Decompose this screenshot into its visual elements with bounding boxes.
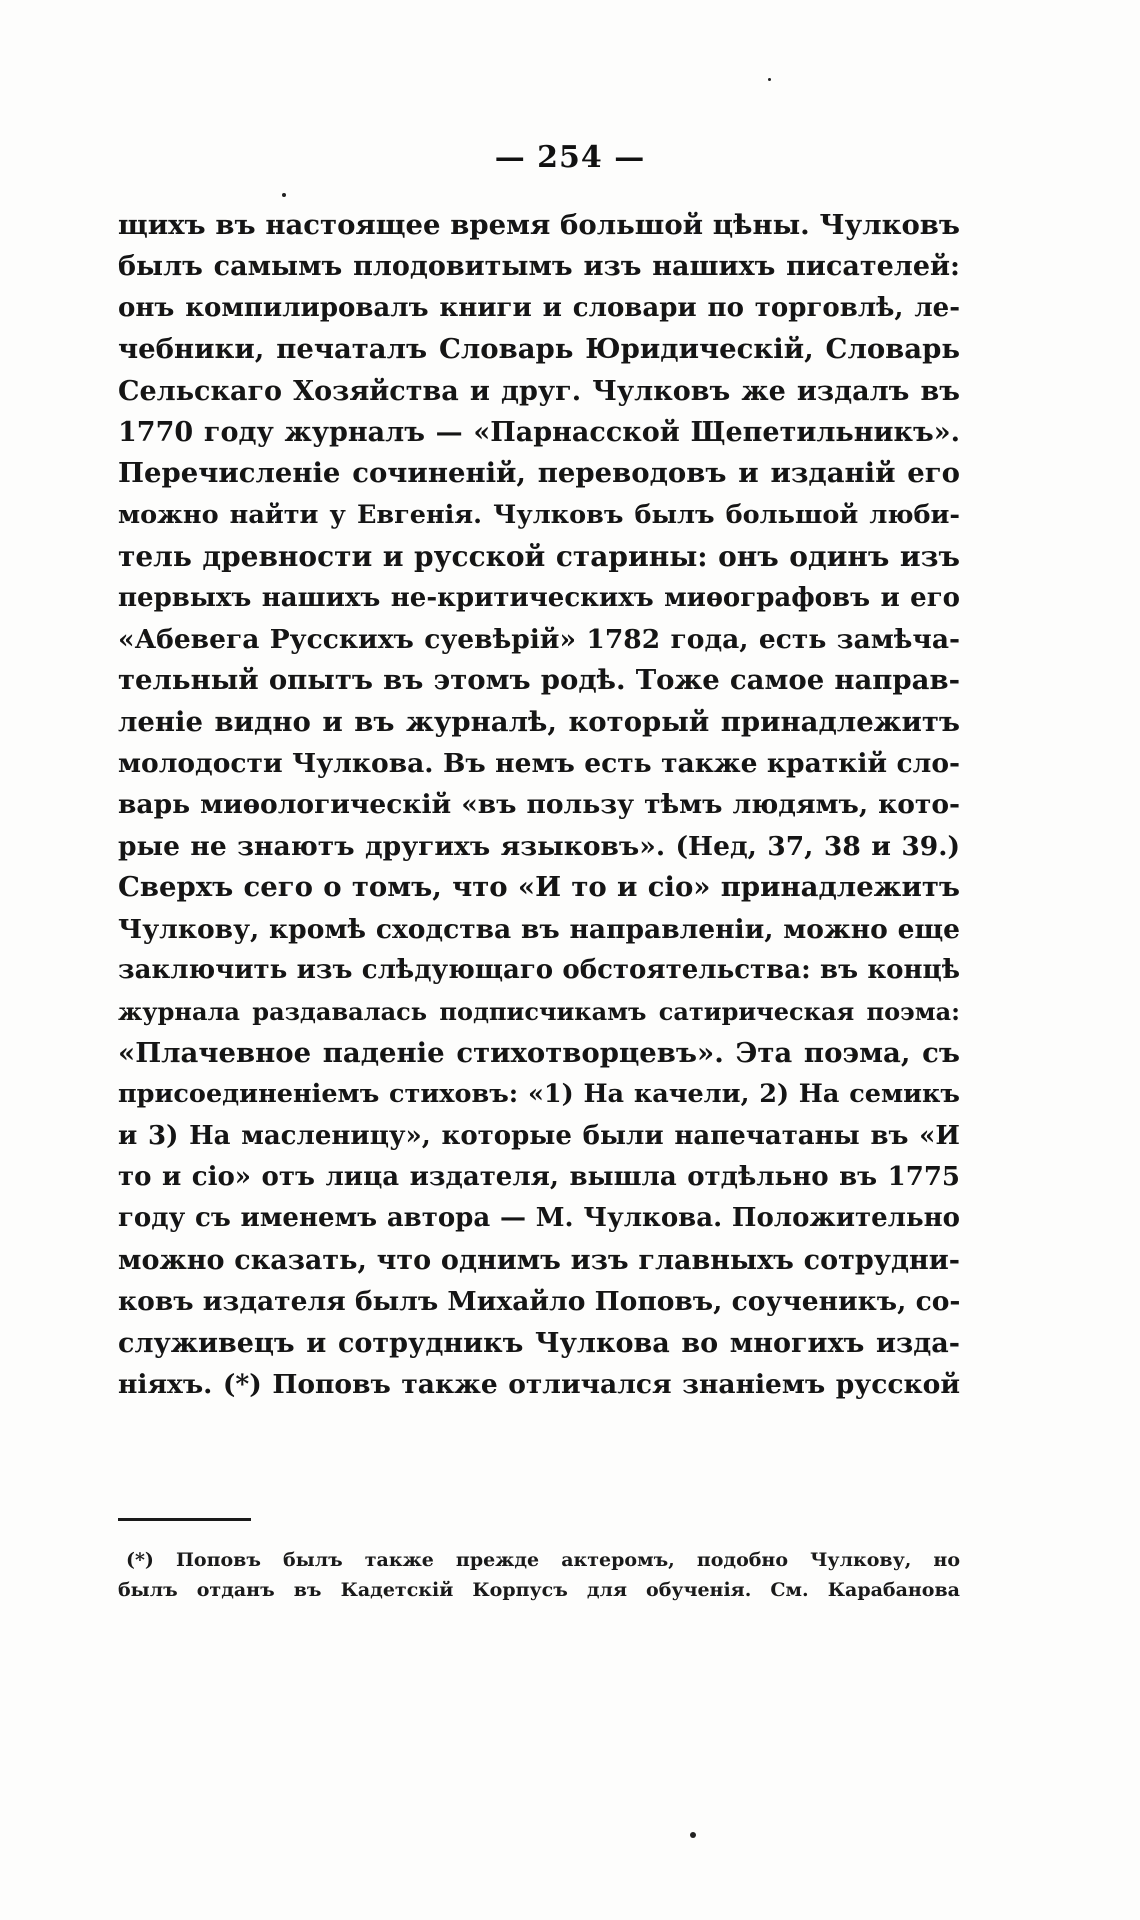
main-text [118, 205, 960, 1405]
text-line: рые не знаютъ другихъ языковъ». (Нед, 37, 38 и 39.) [118, 830, 960, 862]
page-number: — 254 — [494, 140, 646, 175]
text-line: ніяхъ. (*) Поповъ также отличался знаніемъ русской [118, 1368, 960, 1400]
text-line: можно сказать, что однимъ изъ главныхъ сотрудни- [118, 1244, 960, 1276]
text-line: можно найти у Евгенія. Чулковъ былъ большой люби- [118, 499, 960, 530]
text-line: 1770 году журналъ — «Парнасской Щепетильникъ». [118, 416, 960, 448]
text-line: молодости Чулкова. Въ немъ есть также краткій сло- [118, 748, 960, 780]
ink-speck [768, 78, 771, 81]
footnote-line: (*) Поповъ былъ также прежде актеромъ, подобно Чулкову, но [126, 1549, 960, 1571]
text-line: присоединеніемъ стиховъ: «1) На качели, 2) На семикъ [118, 1079, 960, 1110]
text-line: первыхъ нашихъ не-критическихъ миѳографовъ и его [118, 582, 960, 613]
ink-speck [690, 1832, 696, 1838]
text-line: журнала раздавалась подписчикамъ сатирическая поэма: [118, 997, 960, 1027]
text-line: былъ самымъ плодовитымъ изъ нашихъ писателей: [118, 251, 960, 283]
text-line: леніе видно и въ журналѣ, который принадлежитъ [118, 705, 960, 738]
text-line: ковъ издателя былъ Михайло Поповъ, соученикъ, со- [118, 1286, 961, 1318]
text-line: «Плачевное паденіе стихотворцевъ». Эта поэма, съ [118, 1036, 960, 1069]
footnote [118, 1545, 960, 1605]
text-line: году съ именемъ автора — М. Чулкова. Положительно [118, 1203, 960, 1234]
text-line: то и сіо» отъ лица издателя, вышла отдѣльно въ 1775 [118, 1161, 960, 1192]
text-line: тельный опытъ въ этомъ родѣ. Тоже самое направ- [118, 664, 960, 697]
text-line: «Абевега Русскихъ суевѣрій» 1782 года, есть замѣча- [118, 623, 960, 655]
text-line: заключить изъ слѣдующаго обстоятельства: въ концѣ [118, 955, 960, 986]
text-line: Чулкову, кромѣ сходства въ направленіи, можно еще [118, 913, 960, 945]
footnote-divider [118, 1518, 251, 1521]
text-line: служивецъ и сотрудникъ Чулкова во многихъ изда- [118, 1327, 960, 1359]
text-line: тель древности и русской старины: онъ одинъ изъ [118, 540, 960, 574]
text-line: Сельскаго Хозяйства и друг. Чулковъ же издалъ въ [118, 375, 960, 407]
ink-speck [282, 193, 286, 197]
text-line: онъ компилировалъ книги и словари по торговлѣ, ле- [118, 292, 960, 323]
text-line: Сверхъ сего о томъ, что «И то и сіо» принадлежитъ [118, 871, 960, 904]
text-line: варь миѳологическій «въ пользу тѣмъ людямъ, кото- [118, 789, 960, 821]
footnote-line: былъ отданъ въ Кадетскій Корпусъ для обученія. См. Карабанова [118, 1579, 960, 1601]
text-line: щихъ въ настоящее время большой цѣны. Чулковъ [118, 209, 960, 241]
text-line: и 3) На масленицу», которые были напечатаны въ «И [118, 1120, 960, 1151]
text-line: Перечисленіе сочиненій, переводовъ и изданій его [118, 457, 960, 490]
text-line: чебники, печаталъ Словарь Юридическій, Словарь [118, 333, 960, 366]
